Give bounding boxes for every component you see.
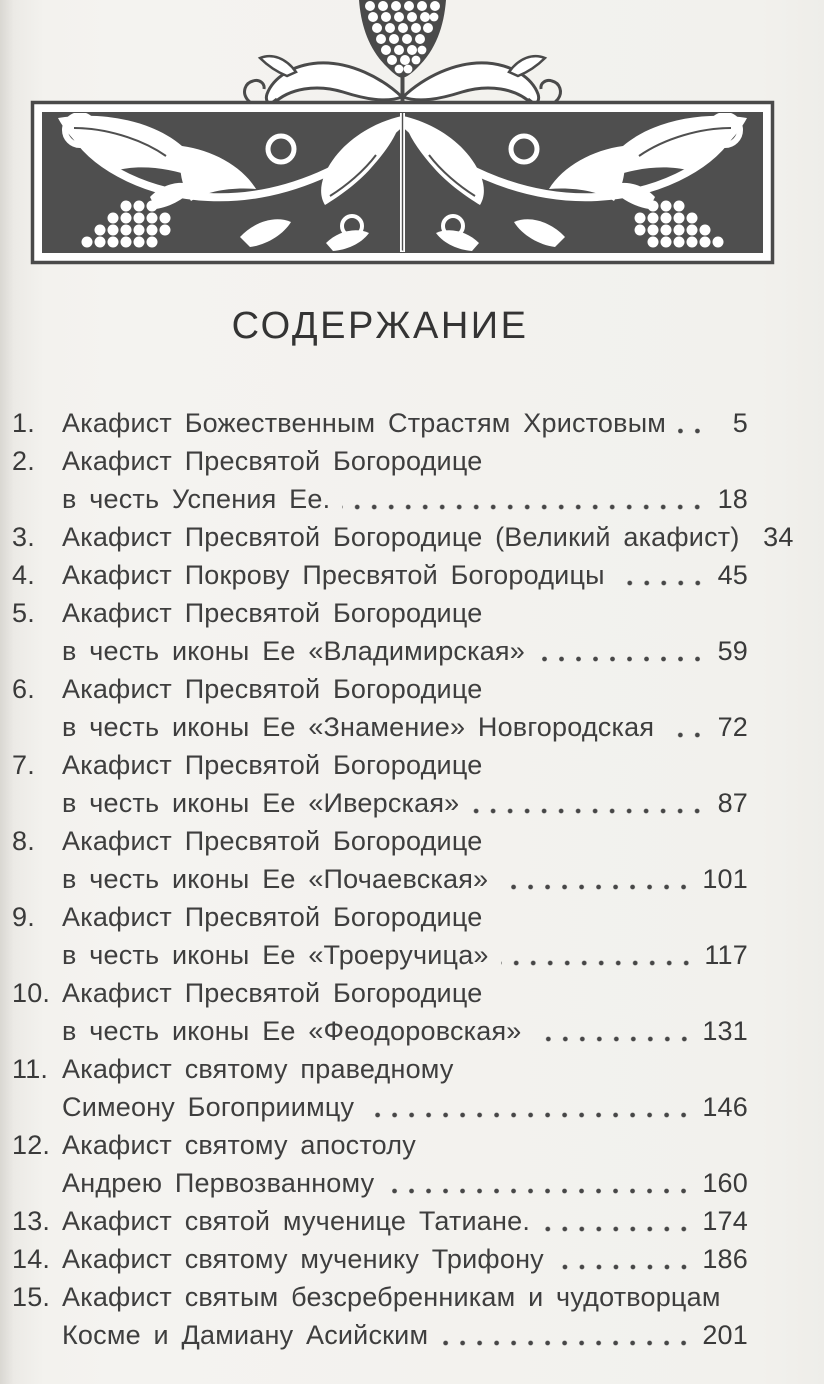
page-number: 101 — [702, 864, 748, 894]
toc-entry — [12, 974, 748, 1012]
vine-grapes-headpiece-ornament — [30, 0, 775, 265]
entry-number: 1. — [12, 408, 35, 438]
entry-number: 3. — [12, 522, 35, 552]
leader-dots — [386, 1172, 692, 1202]
page-number: 174 — [702, 1206, 748, 1236]
toc-entry — [12, 1278, 748, 1316]
entry-number: 5. — [12, 598, 35, 628]
entry-title: Акафист Пресвятой Богородице — [62, 826, 483, 856]
entry-subtitle: в честь иконы Ее «Почаевская» — [62, 864, 489, 894]
leader-dots — [501, 944, 695, 974]
entry-subtitle: в честь иконы Ее «Троеручица» — [62, 940, 489, 970]
page-number: 201 — [702, 1320, 748, 1350]
entry-subtitle: в честь иконы Ее «Знамение» Новгородская — [62, 712, 655, 742]
leader-dots — [556, 1248, 692, 1278]
page-number: 34 — [763, 522, 794, 552]
entry-title: Акафист Пресвятой Богородице — [62, 750, 483, 780]
leader-dots — [500, 868, 692, 898]
entry-title: Акафист Пресвятой Богородице — [62, 674, 483, 704]
leader-dots — [534, 1020, 693, 1050]
toc-entry — [12, 670, 748, 708]
page-title: СОДЕРЖАНИЕ — [231, 305, 529, 347]
entry-title: Акафист Пресвятой Богородице (Великий акафист) — [62, 522, 740, 552]
entry-title: Акафист святому праведному — [62, 1054, 454, 1084]
entry-number: 11. — [12, 1054, 49, 1084]
toc-entry — [12, 1240, 748, 1278]
toc-entry-continuation — [12, 860, 748, 898]
entry-number: 14. — [12, 1244, 51, 1274]
entry-number: 9. — [12, 902, 35, 932]
page-number: 72 — [717, 712, 748, 742]
entry-subtitle: Косме и Дамиану Асийским — [62, 1320, 429, 1350]
entry-subtitle: в честь иконы Ее «Феодоровская» — [62, 1016, 522, 1046]
toc-entry — [12, 404, 748, 442]
entry-subtitle: Симеону Богоприимцу — [62, 1092, 355, 1122]
entry-title: Акафист Пресвятой Богородице — [62, 446, 483, 476]
toc-entry-continuation — [12, 784, 748, 822]
toc-entry-continuation — [12, 1316, 748, 1354]
toc-entry-continuation — [12, 1164, 748, 1202]
table-of-contents — [12, 404, 794, 1354]
leader-dots — [537, 640, 706, 670]
entry-title: Акафист Пресвятой Богородице — [62, 902, 483, 932]
leader-dots — [666, 716, 706, 746]
toc-entry-continuation — [12, 1088, 748, 1126]
toc-entry — [12, 594, 748, 632]
entry-number: 13. — [12, 1206, 51, 1236]
toc-entry — [12, 822, 748, 860]
page-number: 5 — [732, 408, 748, 438]
entry-subtitle: в честь Успения Ее. — [62, 484, 331, 514]
entry-subtitle: в честь иконы Ее «Иверская» — [62, 788, 460, 818]
leader-dots — [471, 792, 706, 822]
entry-number: 8. — [12, 826, 35, 856]
entry-subtitle: Андрею Первозванному — [62, 1168, 375, 1198]
leader-dots — [617, 564, 706, 594]
page-number: 18 — [717, 484, 748, 514]
entry-number: 2. — [12, 446, 35, 476]
leader-dots — [366, 1096, 692, 1126]
entry-title: Акафист святому апостолу — [62, 1130, 416, 1160]
page-number: 160 — [702, 1168, 748, 1198]
entry-title: Акафист святым безсребренникам и чудотворцам — [62, 1282, 721, 1312]
page-number: 146 — [702, 1092, 748, 1122]
toc-entry — [12, 518, 794, 556]
page-number: 59 — [717, 636, 748, 666]
entry-subtitle: в честь иконы Ее «Владимирская» — [62, 636, 525, 666]
entry-number: 15. — [12, 1282, 51, 1312]
page-number: 131 — [702, 1016, 748, 1046]
entry-number: 4. — [12, 560, 35, 590]
toc-entry — [12, 746, 748, 784]
headpiece-engraving-icon — [30, 0, 775, 265]
toc-entry — [12, 1202, 748, 1240]
toc-entry-continuation — [12, 708, 748, 746]
leader-dots — [342, 488, 706, 518]
leader-dots — [440, 1324, 692, 1354]
entry-title: Акафист Божественным Страстям Христовым — [62, 408, 667, 438]
entry-title: Акафист Пресвятой Богородице — [62, 598, 483, 628]
toc-entry-continuation — [12, 936, 748, 974]
entry-number: 6. — [12, 674, 35, 704]
page-number: 87 — [717, 788, 748, 818]
toc-entry — [12, 556, 748, 594]
page-number: 45 — [717, 560, 748, 590]
toc-entry — [12, 1050, 748, 1088]
entry-number: 12. — [12, 1130, 51, 1160]
entry-title: Акафист Покрову Пресвятой Богородицы — [62, 560, 605, 590]
entry-number: 7. — [12, 750, 35, 780]
toc-entry-continuation — [12, 480, 748, 518]
page-number: 186 — [702, 1244, 748, 1274]
entry-title: Акафист святой мученице Татиане. — [62, 1206, 531, 1236]
page-number: 117 — [704, 940, 748, 970]
toc-entry — [12, 442, 748, 480]
toc-entry-continuation — [12, 1012, 748, 1050]
entry-title: Акафист Пресвятой Богородице — [62, 978, 483, 1008]
leader-dots — [678, 412, 706, 442]
leader-dots — [542, 1210, 692, 1240]
toc-entry-continuation — [12, 632, 748, 670]
entry-number: 10. — [12, 978, 51, 1008]
toc-entry — [12, 1126, 748, 1164]
entry-title: Акафист святому мученику Трифону — [62, 1244, 544, 1274]
toc-entry — [12, 898, 748, 936]
